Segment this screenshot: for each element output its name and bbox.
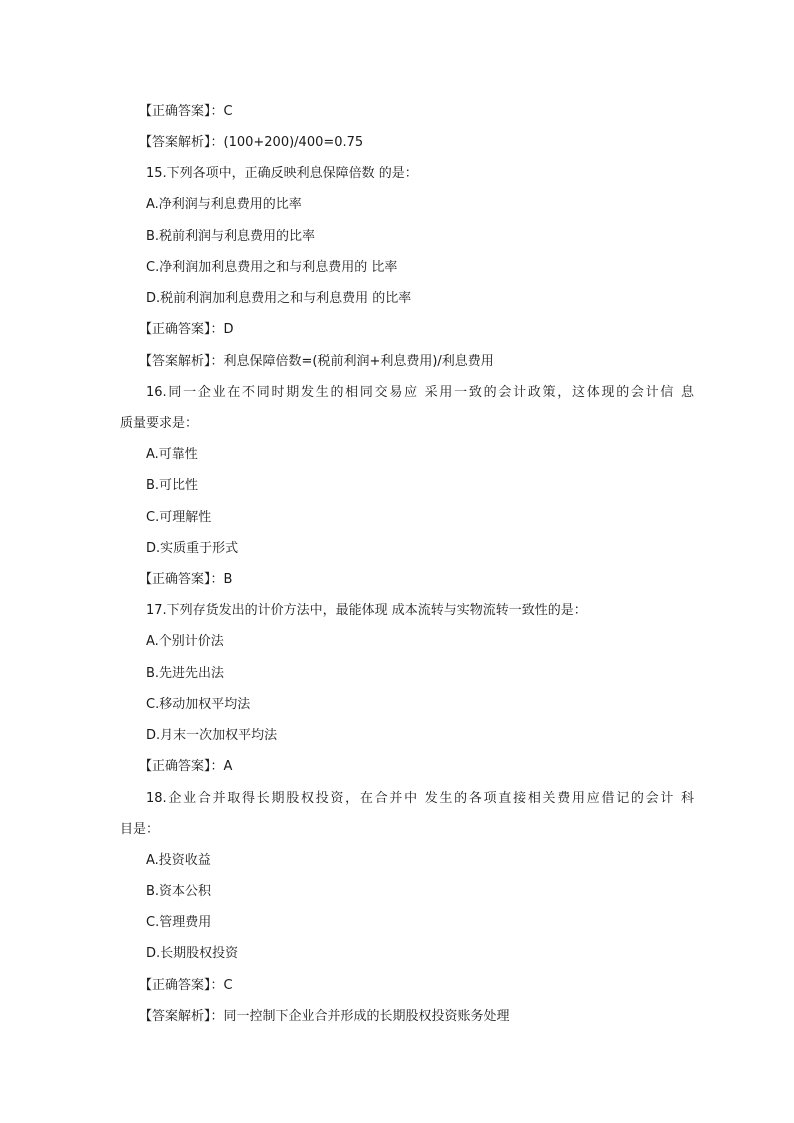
option-18-c: C.管理费用 <box>146 915 212 930</box>
question-18-continued: 目是： <box>120 822 160 837</box>
question-16: 16.同一企业在不同时期发生的相同交易应 采用一致的会计政策，这体现的会计信 息 <box>146 385 694 400</box>
answer-explanation-18: 【答案解析】：同一控制下企业合并形成的长期股权投资账务处理 <box>139 1009 510 1024</box>
option-16-d: D.实质重于形式 <box>146 541 239 556</box>
option-18-a: A.投资收益 <box>146 853 211 868</box>
option-15-a: A.净利润与利息费用的比率 <box>146 197 302 212</box>
correct-answer-18: 【正确答案】：C <box>139 978 233 993</box>
option-17-d: D.月末一次加权平均法 <box>146 728 278 743</box>
option-15-c: C.净利润加利息费用之和与利息费用的 比率 <box>146 260 398 275</box>
option-16-a: A.可靠性 <box>146 447 198 462</box>
correct-answer-17: 【正确答案】：A <box>139 759 233 774</box>
option-17-a: A.个别计价法 <box>146 634 224 649</box>
option-15-d: D.税前利润加利息费用之和与利息费用 的比率 <box>146 291 412 306</box>
option-17-b: B.先进先出法 <box>146 666 225 681</box>
option-17-c: C.移动加权平均法 <box>146 697 251 712</box>
question-17: 17.下列存货发出的计价方法中，最能体现 成本流转与实物流转一致性的是： <box>146 603 587 618</box>
option-16-c: C.可理解性 <box>146 510 212 525</box>
question-16-continued: 质量要求是： <box>120 416 199 431</box>
answer-explanation-14: 【答案解析】：(100+200)/400=0.75 <box>139 135 364 150</box>
option-18-b: B.资本公积 <box>146 884 212 899</box>
question-15: 15.下列各项中，正确反映利息保障倍数 的是： <box>146 166 418 181</box>
answer-explanation-15: 【答案解析】：利息保障倍数=(税前利润+利息费用)/利息费用 <box>139 354 494 369</box>
correct-answer-14: 【正确答案】：C <box>139 104 233 119</box>
option-18-d: D.长期股权投资 <box>146 946 239 961</box>
option-15-b: B.税前利润与利息费用的比率 <box>146 229 316 244</box>
correct-answer-16: 【正确答案】：B <box>139 572 233 587</box>
option-16-b: B.可比性 <box>146 478 199 493</box>
question-18: 18.企业合并取得长期股权投资，在合并中 发生的各项直接相关费用应借记的会计 科 <box>146 791 694 806</box>
correct-answer-15: 【正确答案】：D <box>139 322 234 337</box>
